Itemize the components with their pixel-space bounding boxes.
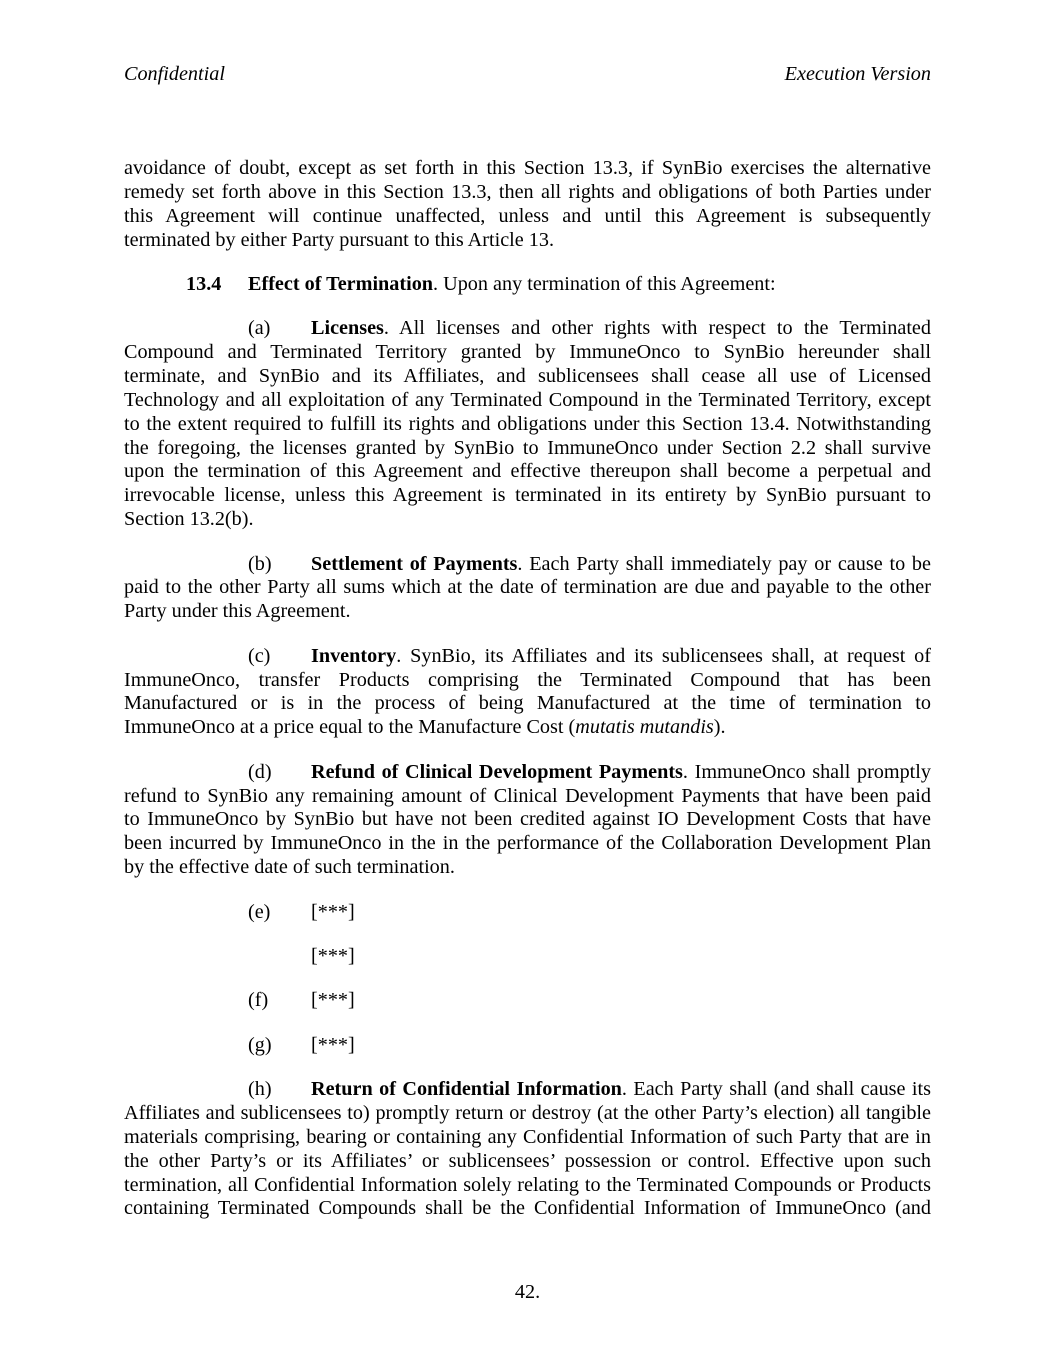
section-heading bbox=[124, 273, 931, 297]
clause-label: (b) bbox=[248, 552, 272, 575]
clause-label: (h) bbox=[248, 1078, 272, 1101]
clause-first-line bbox=[124, 1078, 931, 1102]
clause-text: . All licenses and other rights with respect to the Terminated bbox=[383, 317, 931, 340]
text-run: ). bbox=[713, 716, 726, 739]
clause-text: . SynBio, its Affiliates and its sublicensees shall, at request of bbox=[396, 644, 931, 667]
text-line: to the extent required to fulfill its rights and obligations under this Section 13.4. Notwithstanding bbox=[124, 412, 931, 435]
text-line: the foregoing, the licenses granted by SynBio to ImmuneOnco under Section 2.2 shall survive bbox=[124, 436, 931, 459]
text-line: this Agreement will continue unaffected, unless and until this Agreement is subsequently bbox=[124, 204, 931, 227]
section-number: 13.4 bbox=[186, 272, 222, 295]
clause-label: (a) bbox=[248, 317, 271, 340]
redacted-text: [***] bbox=[311, 989, 355, 1012]
clause-a-licenses bbox=[124, 317, 931, 532]
section-lead-in: . Upon any termination of this Agreement: bbox=[433, 272, 776, 295]
clause-e-continuation bbox=[124, 945, 931, 969]
clause-label: (d) bbox=[248, 760, 272, 783]
text-line: termination, all Confidential Information solely relating to the Terminated Compounds or Products bbox=[124, 1173, 931, 1196]
text-line: avoidance of doubt, except as set forth in this Section 13.3, if SynBio exercises the alternative bbox=[124, 157, 931, 179]
redacted-text: [***] bbox=[311, 944, 355, 967]
text-line: terminated by either Party pursuant to this Article 13. bbox=[124, 228, 555, 251]
text-run: ImmuneOnco at a price equal to the Manufacture Cost ( bbox=[124, 716, 576, 739]
redacted-text: [***] bbox=[311, 1033, 355, 1056]
clause-d-refund bbox=[124, 761, 931, 880]
clause-first-line bbox=[124, 761, 931, 785]
text-line: irrevocable license, unless this Agreement is terminated in its entirety by SynBio pursuant to bbox=[124, 484, 931, 507]
document-body bbox=[124, 157, 931, 1242]
confidential-label: Confidential bbox=[124, 63, 225, 85]
text-line: ImmuneOnco, transfer Products comprising the Terminated Compound that has been bbox=[124, 668, 931, 691]
redacted-text: [***] bbox=[311, 900, 355, 923]
clause-text: . ImmuneOnco shall promptly bbox=[682, 760, 931, 783]
text-line: been incurred by ImmuneOnco in the in the performance of the Collaboration Development Plan bbox=[124, 832, 931, 855]
text-line: to ImmuneOnco by SynBio but have not been credited against IO Development Costs that have bbox=[124, 808, 931, 831]
section-heading-line bbox=[124, 273, 931, 297]
clause-title: Licenses bbox=[311, 317, 384, 340]
execution-version-label: Execution Version bbox=[784, 63, 931, 85]
text-line: Manufactured or is in the process of being Manufactured at the time of termination to bbox=[124, 692, 931, 715]
clause-text: . Each Party shall (and shall cause its bbox=[621, 1078, 931, 1101]
clause-text: . Each Party shall immediately pay or cause to be bbox=[517, 552, 931, 575]
clause-g-redacted bbox=[124, 1034, 931, 1058]
page-header bbox=[124, 62, 931, 86]
text-line: refund to SynBio any remaining amount of Clinical Development Payments that have been paid bbox=[124, 784, 931, 807]
clause-h-return-of-confidential-information bbox=[124, 1078, 931, 1221]
text-line: Party under this Agreement. bbox=[124, 600, 351, 623]
clause-c-inventory bbox=[124, 645, 931, 740]
clause-title: Settlement of Payments bbox=[311, 552, 518, 575]
page-number: 42. bbox=[514, 1281, 541, 1303]
clause-first-line bbox=[124, 317, 931, 341]
clause-title: Refund of Clinical Development Payments bbox=[311, 760, 683, 783]
text-line: upon the termination of this Agreement and effective thereupon shall become a perpetual and bbox=[124, 460, 931, 483]
text-line: Section 13.2(b). bbox=[124, 508, 254, 531]
intro-paragraph bbox=[124, 157, 931, 252]
text-line: materials comprising, bearing or containing any Confidential Information of such Party that are in bbox=[124, 1125, 931, 1148]
clause-first-line bbox=[124, 989, 931, 1013]
clause-first-line bbox=[124, 553, 931, 577]
text-line: terminate, and SynBio and its Affiliates, and sublicensees shall cease all use of Licensed bbox=[124, 365, 931, 388]
clause-first-line bbox=[124, 645, 931, 669]
text-line: the other Party’s or its Affiliates’ or sublicensees’ possession or control. Effective upon such bbox=[124, 1149, 931, 1172]
text-line bbox=[124, 716, 931, 740]
clause-label: (e) bbox=[248, 900, 271, 923]
clause-label: (c) bbox=[248, 644, 271, 667]
clause-f-redacted bbox=[124, 989, 931, 1013]
clause-label: (g) bbox=[248, 1033, 272, 1056]
text-line: paid to the other Party all sums which at the date of termination are due and payable to the other bbox=[124, 576, 931, 599]
text-line: Compound and Terminated Territory granted by ImmuneOnco to SynBio hereunder shall bbox=[124, 341, 931, 364]
clause-title: Return of Confidential Information bbox=[311, 1078, 622, 1101]
text-line: containing Terminated Compounds shall be the Confidential Information of ImmuneOnco (and bbox=[124, 1197, 931, 1220]
text-line: Technology and all exploitation of any Terminated Compound in the Terminated Territory, except bbox=[124, 388, 931, 411]
section-title: Effect of Termination bbox=[248, 272, 434, 295]
clause-first-line bbox=[124, 1034, 931, 1058]
text-line: remedy set forth above in this Section 13.3, then all rights and obligations of both Parties under bbox=[124, 180, 931, 203]
text-line: by the effective date of such termination. bbox=[124, 856, 455, 879]
clause-title: Inventory bbox=[311, 644, 397, 667]
text-line: Affiliates and sublicensees to) promptly return or destroy (at the other Party’s election) all tangible bbox=[124, 1102, 931, 1125]
clause-e-redacted bbox=[124, 901, 931, 925]
clause-b-settlement-of-payments bbox=[124, 553, 931, 625]
clause-label: (f) bbox=[248, 989, 269, 1012]
clause-first-line bbox=[124, 901, 931, 925]
italic-term: mutatis mutandis bbox=[575, 716, 714, 739]
